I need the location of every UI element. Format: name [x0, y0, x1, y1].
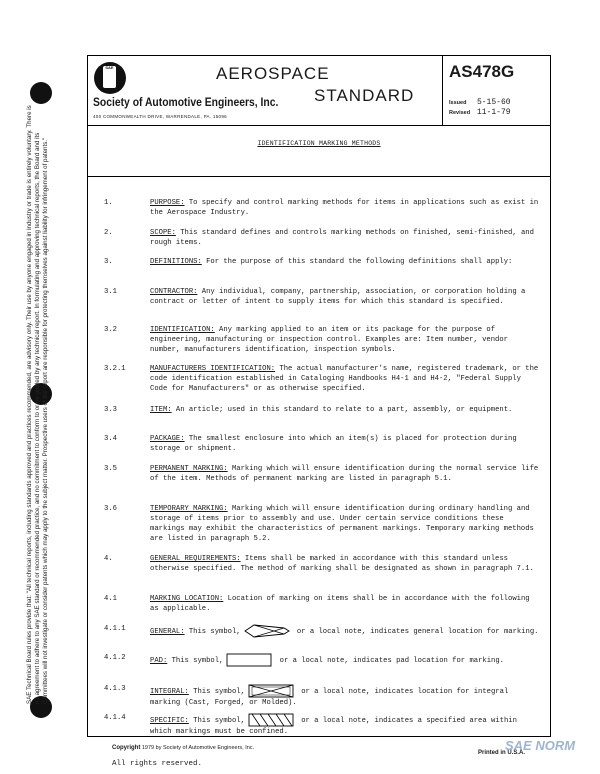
paragraph-number: 3.2.1 — [104, 365, 126, 373]
paragraph-body: The smallest enclosure into which an item(s) is placed for protection during storage or shipment. — [150, 435, 517, 453]
paragraph-text — [150, 713, 540, 737]
paragraph-heading: PACKAGE: — [150, 435, 185, 443]
issue-dates — [449, 98, 511, 118]
paragraph-text — [150, 653, 540, 667]
paragraph-heading: DEFINITIONS: — [150, 258, 202, 266]
paragraph-number: 3.5 — [104, 465, 117, 473]
paragraph-heading: PERMANENT MARKING: — [150, 465, 228, 473]
title-separator — [88, 176, 550, 177]
paragraph-text — [150, 624, 540, 638]
paragraph-number: 3.4 — [104, 435, 117, 443]
paragraph-body: For the purpose of this standard the following definitions shall apply: — [201, 258, 513, 266]
paragraph-body-post: or a local note, indicates pad location for marking. — [275, 656, 504, 665]
paragraph-text — [150, 287, 540, 307]
marking-symbol-icon — [245, 717, 297, 725]
paragraph-text — [150, 364, 540, 394]
revised-date: 11-1-79 — [476, 108, 511, 117]
paragraph-text — [150, 325, 540, 355]
paragraph-body-pre: This symbol, — [167, 656, 224, 665]
paragraph-body-post: or a local note, indicates location for integral marking (Cast, Forged, or Molded). — [150, 687, 509, 707]
paragraph-heading: GENERAL: — [150, 627, 185, 636]
paragraph-text — [150, 594, 540, 614]
header-aerospace: AEROSPACE — [216, 64, 330, 83]
paragraph-number: 2. — [104, 229, 113, 237]
paragraph-heading: INTEGRAL: — [150, 687, 189, 696]
paragraph-body: An article; used in this standard to relate to a part, assembly, or equipment. — [171, 406, 513, 414]
copyright-line — [112, 745, 254, 751]
paragraph-body-post: or a local note, indicates a specified area within which markings must be confined. — [150, 716, 517, 736]
paragraph-number: 4. — [104, 555, 113, 563]
paragraph-body: Any individual, company, partnership, association, or corporation holding a contract or letter of intent to supply items for which this standard is specified. — [150, 288, 526, 306]
paragraph-heading: PAD: — [150, 656, 168, 665]
document-header — [87, 55, 551, 126]
paragraph-text — [150, 434, 540, 454]
paragraph-number: 4.1.1 — [104, 625, 126, 633]
paragraph-body-pre: This symbol, — [184, 627, 241, 636]
issued-label: Issued — [449, 100, 467, 106]
paragraph-heading: PURPOSE: — [150, 199, 185, 207]
paragraph-body: Marking which will ensure identification during the normal service life of the item. Methods of permanent marking are listed in paragraph 5.1. — [150, 465, 539, 483]
paragraph-heading: SPECIFIC: — [150, 716, 189, 725]
issued-date: 5-15-60 — [476, 98, 511, 107]
sae-logo-text: SAE — [103, 66, 116, 88]
paragraph-heading: TEMPORARY MARKING: — [150, 505, 228, 513]
paragraph-number: 3. — [104, 258, 113, 266]
paragraph-body-pre: This symbol, — [188, 687, 245, 696]
document-number: AS478G — [449, 62, 515, 81]
sae-norm-watermark: SAE NORM — [505, 738, 576, 753]
paragraph-body: Location of marking on items shall be in accordance with the following as applicable. — [150, 595, 530, 613]
document-body — [87, 124, 551, 737]
paragraph-number: 3.2 — [104, 326, 117, 334]
paragraph-text — [150, 554, 540, 574]
printed-in-usa: Printed in U.S.A. — [478, 750, 526, 756]
legal-disclaimer-sidebar: SAE Technical Board rules provide that: "All technical reports, including standards approved and practices recommended, are advisory only. Their use by anyone engaged in industry or trade is entirely voluntary. There is no agreement to adhere to any SAE standard or recommended practice, and no commitment to conform to or be guided by any technical report. In formulating and approving technical reports, the Board and its Committees will not investigate or consider patents which may apply to the subject matter. Prospective users of the report are responsible for protecting themselves against liability for infringement of patents." — [26, 105, 49, 704]
paragraph-text — [150, 684, 540, 708]
sae-logo — [94, 62, 126, 94]
paragraph-heading: GENERAL REQUIREMENTS: — [150, 555, 241, 563]
marking-symbol-icon — [241, 628, 293, 636]
header-divider — [442, 56, 443, 125]
paragraph-number: 4.1.3 — [104, 685, 126, 693]
marking-symbol-icon — [245, 688, 297, 696]
paragraph-body: The actual manufacturer's name, registered trademark, or the code identification established in Cataloging Handbooks H4-1 and H4-2, "Federal Supply Code for Manufacturers" or as otherwise specified. — [150, 365, 539, 393]
paragraph-body: This standard defines and controls marking methods on finished, semi-finished, and rough items. — [150, 229, 534, 247]
paragraph-number: 3.3 — [104, 406, 117, 414]
paragraph-number: 4.1.4 — [104, 714, 126, 722]
paragraph-text — [150, 405, 540, 415]
paragraph-number: 1. — [104, 199, 113, 207]
paragraph-number: 3.1 — [104, 288, 117, 296]
paragraph-body: Marking which will ensure identification during ordinary handling and storage of items prior to assembly and use. Under certain service conditions these markings may exhibit the characteristics of permanent markings. Temporary marking methods are listed in paragraph 5.2. — [150, 505, 534, 543]
document-title: IDENTIFICATION MARKING METHODS — [257, 140, 381, 147]
revised-label: Revised — [449, 110, 471, 116]
copyright-year: 1979 by Society of Automotive Engineers, Inc. — [141, 745, 255, 751]
paragraph-text — [150, 504, 540, 544]
paragraph-text — [150, 464, 540, 484]
copyright-label: Copyright — [112, 745, 141, 751]
society-name: Society of Automotive Engineers, Inc. — [93, 97, 279, 109]
society-address: 400 COMMONWEALTH DRIVE, WARRENDALE, PA. 15096 — [93, 114, 227, 119]
paragraph-heading: CONTRACTOR: — [150, 288, 198, 296]
header-standard: STANDARD — [314, 86, 415, 105]
paragraph-text — [150, 228, 540, 248]
paragraph-number: 4.1 — [104, 595, 117, 603]
paragraph-body: Any marking applied to an item or its package for the purpose of engineering, manufacturing or inspection control. Examples are: Item number, vendor number, manufacturers identification, inspection symbols. — [150, 326, 508, 354]
paragraph-heading: ITEM: — [150, 406, 172, 414]
paragraph-text — [150, 257, 540, 267]
paragraph-body: To specify and control marking methods for items in applications such as exist in the Aerospace Industry. — [150, 199, 539, 217]
binder-hole-top — [30, 82, 52, 104]
paragraph-body-pre: This symbol, — [188, 716, 245, 725]
paragraph-number: 4.1.2 — [104, 654, 126, 662]
paragraph-heading: MANUFACTURERS IDENTIFICATION: — [150, 365, 276, 373]
paragraph-body-post: or a local note, indicates general location for marking. — [292, 627, 539, 636]
paragraph-text — [150, 198, 540, 218]
marking-symbol-icon — [223, 657, 275, 665]
paragraph-number: 3.6 — [104, 505, 117, 513]
rights-reserved: All rights reserved. — [112, 760, 203, 768]
paragraph-heading: SCOPE: — [150, 229, 176, 237]
paragraph-heading: MARKING LOCATION: — [150, 595, 224, 603]
paragraph-body: Items shall be marked in accordance with this standard unless otherwise specified. The method of marking shall be designated as shown in paragraph 7.1. — [150, 555, 534, 573]
paragraph-heading: IDENTIFICATION: — [150, 326, 215, 334]
